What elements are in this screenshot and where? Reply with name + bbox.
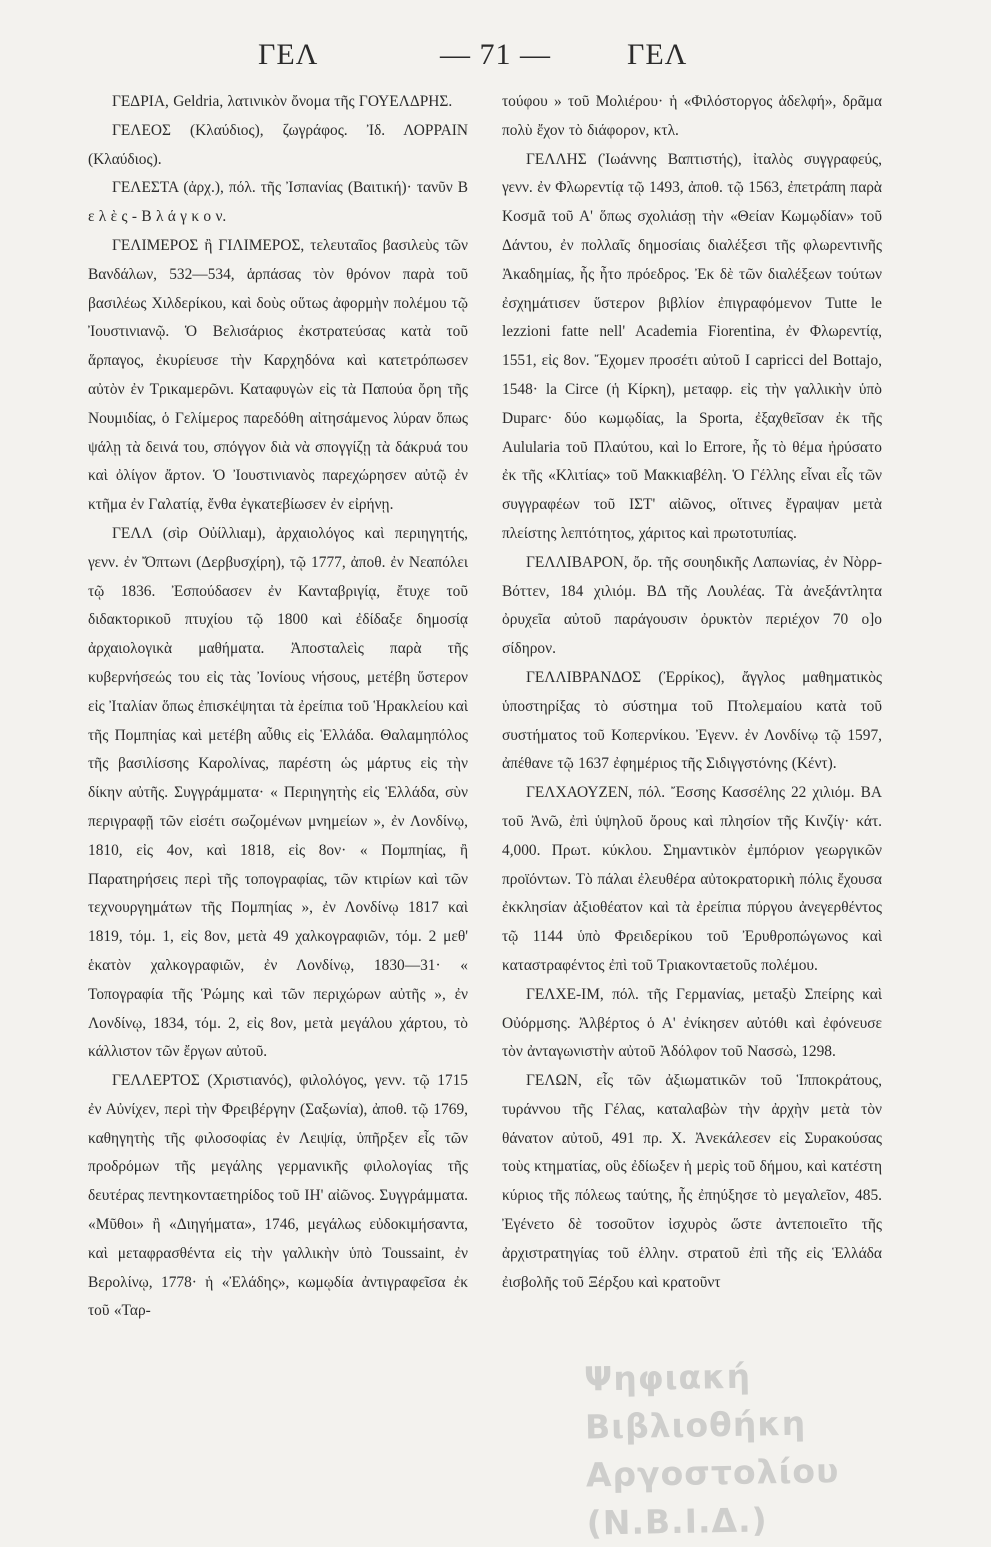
entry-gedria: ΓΕΔΡΙΑ, Geldria, λατινικὸν ὄνομα τῆς ΓΟΥΕΛΔΡΗΣ. [112,93,453,110]
entry-continuation: τούφου » τοῦ Μολιέρου· ἡ «Φιλόστοργος ἀδελφή», δρᾶμα πολὺ ἔχον τὸ διάφορον, κτλ. [502,93,882,139]
entry-gelche-im: ΓΕΛΧΕ-ΙΜ, πόλ. τῆς Γερμανίας, μεταξὺ Σπείρης καὶ Οὐόρμσης. Ἀλβέρτος ὁ Α' ἐνίκησεν αὐτόθι καὶ ἐφόνευσε τὸν ἀνταγωνιστὴν αὐτοῦ Ἀδόλφον τοῦ Νασσὼ, 1298. [502,985,882,1061]
entry-gellivrandos: ΓΕΛΛΙΒΡΑΝΔΟΣ (Ἐρρίκος), ἄγγλος μαθηματικὸς ὑποστηρίξας τὸ σύστημα τοῦ Πτολεμαίου κατὰ τοῦ συστήματος τοῦ Κοπερνίκου. Ἐγενν. ἐν Λονδίνῳ τῷ 1597, ἀπέθανε τῷ 1637 ἐφημέριος τῆς Σιδιγγστόνης (Κέντ). [502,668,882,773]
entry-gellivaron: ΓΕΛΛΙΒΑΡΟΝ, ὄρ. τῆς σουηδικῆς Λαπωνίας, ἐν Νὸρρ-Βόττεν, 184 χιλιόμ. ΒΔ τῆς Λουλέας. Τὰ ἀνεξάντλητα ὀρυχεῖα αὐτοῦ παράγουσιν ὀρυκτὸν περιέχον 70 ο]ο σίδηρον. [502,553,882,658]
library-watermark [583,1349,986,1543]
entry-gellertos: ΓΕΛΛΕΡΤΟΣ (Χριστιανός), φιλολόγος, γενν. τῷ 1715 ἐν Αὐνίχεν, περὶ τὴν Φρειβέργην (Σαξωνία), ἀποθ. τῷ 1769, καθηγητὴς τῆς φιλοσοφίας ἐν Λειψίᾳ, ὑπῆρξεν εἷς τῶν προδρόμων τῆς μεγάλης γερμανικῆς φιλολογίας τῆς δευτέρας πεντηκονταετηρίδος τοῦ ΙΗ' αἰῶνος. Συγγράμματα. «Μῦθοι» ἢ «Διηγήματα», 1746, μεγάλως εὐδοκιμήσαντα, καὶ μεταφρασθέντα εἰς τὴν γαλλικὴν ὑπὸ Toussaint, ἐν Βερολίνῳ, 1778· ἡ «Ἐλάδης», κωμῳδία ἀντιγραφεῖσα ἐκ τοῦ «Ταρ- [88,1072,468,1320]
watermark-line-2: Αργοστολίου (Ν.Β.Ι.Δ.) [585,1451,840,1543]
header-keyword-right: ΓΕΛ [627,38,688,71]
header-keyword-left: ΓΕΛ [258,38,319,71]
right-column [502,88,882,1297]
entry-gelchaouzen: ΓΕΛΧΑΟΥΖΕΝ, πόλ. Ἔσσης Κασσέλης 22 χιλιόμ. ΒΑ τοῦ Ἀνῶ, ἐπὶ ὑψηλοῦ ὄρους καὶ πλησίον τῆς Κινζίγ· κάτ. 4,000. Πρωτ. κύκλου. Σημαντικὸν ἐμπόριον γεωργικῶν προϊόντων. Τὸ πάλαι ἐλευθέρα αὐτοκρατορικὴ πόλις ἔχουσα ἐκκλησίαν ἀξιοθέατον καὶ τὰ ἐρείπια πύργου ἀνεγερθέντος τῷ 1144 ὑπὸ Φρειδερίκου τοῦ Ἐρυθροπώγωνος καὶ καταστραφέντος ἐπὶ τοῦ Τριακονταετοῦς πολέμου. [502,784,882,974]
entry-gellis: ΓΕΛΛΗΣ (Ἰωάννης Βαπτιστής), ἰταλὸς συγγραφεύς, γενν. ἐν Φλωρεντίᾳ τῷ 1493, ἀποθ. τῷ 1563, ἐπετράπη παρὰ Κοσμᾶ τοῦ Α' ὅπως σχολιάσῃ τὴν «Θείαν Κωμῳδίαν» τοῦ Δάντου, ἐν πολλαῖς δημοσίαις διαλέξεσι τῆς φλωρεντινῆς Ἀκαδημίας, ἧς ἦτο πρόεδρος. Ἐκ δὲ τῶν διαλέξεων τούτων ἐσχημάτισεν ὕστερον βιβλίον ἐπιγραφόμενον Tutte le lezzioni fatte nell' Academia Fiorentina, ἐν Φλωρεντίᾳ, 1551, εἰς 8ον. Ἔχομεν προσέτι αὐτοῦ I capricci del Bottajo, 1548· la Circe (ἡ Κίρκη), μεταφρ. εἰς τὴν γαλλικὴν ὑπὸ Duparc· δύο κωμῳδίας, la Sporta, ἐξαχθεῖσαν ἐκ τῆς Aulularia τοῦ Πλαύτου, καὶ lo Errore, ἧς τὸ θέμα ἠρύσατο ἐκ τῆς «Κλιτίας» τοῦ Μακκιαβέλη. Ὁ Γέλλης εἶναι εἷς τῶν συγγραφέων τοῦ ΙΣΤ' αἰῶνος, οἵτινες ἔγραψαν μετὰ πλείστης λεπτότητος, χάριτος καὶ πρωτοτυπίας. [502,150,882,542]
page-header [0,38,991,78]
entry-gelesta: ΓΕΛΕΣΤΑ (ἀρχ.), πόλ. τῆς Ἰσπανίας (Βαιτική)· τανῦν Β ε λ ὲ ς - Β λ ά γ κ ο ν. [88,179,468,226]
entry-gelimeros: ΓΕΛΙΜΕΡΟΣ ἢ ΓΙΛΙΜΕΡΟΣ, τελευταῖος βασιλεὺς τῶν Βανδάλων, 532—534, ἁρπάσας τὸν θρόνον παρὰ τοῦ βασιλέως Χιλδερίκου, καὶ δοὺς οὕτως ἀφορμὴν πολέμου τῷ Ἰουστινιανῷ. Ὁ Βελισάριος ἐκστρατεύσας κατὰ τοῦ ἅρπαγος, ἐκυρίευσε τὴν Καρχηδόνα καὶ κατετρόπωσεν αὐτὸν ἐν Τρικαμερῶνι. Καταφυγὼν εἰς τὰ Παπούα ὄρη τῆς Νουμιδίας, ὁ Γελίμερος παρεδόθη αἰτησάμενος λύραν ὅπως ψάλῃ τὰ δεινά του, σπόγγον διὰ νὰ σπογγίζῃ τὰ δάκρυά του καὶ ὀλίγον ἄρτον. Ὁ Ἰουστινιανὸς παρεχώρησεν αὐτῷ ἐν κτῆμα ἐν Γαλατίᾳ, ἔνθα ἐγκατεβίωσεν ἐν εἰρήνῃ. [88,236,468,514]
watermark-line-1: Ψηφιακή Βιβλιοθήκη [583,1356,807,1447]
entry-gell: ΓΕΛΛ (σὶρ Οὐίλλιαμ), ἀρχαιολόγος καὶ περιηγητής, γενν. ἐν Ὄπτωνι (Δερβυσχίρη), τῷ 1777, ἀποθ. ἐν Νεαπόλει τῷ 1836. Ἐσπούδασεν ἐν Κανταβριγίᾳ, ἔτυχε τοῦ διδακτορικοῦ πτυχίου τῷ 1800 καὶ ἐδίδαξε δημοσίᾳ ἀρχαιολογικὰ μαθήματα. Ἀποσταλεὶς παρὰ τῆς κυβερνήσεώς του εἰς τὰς Ἰονίους νήσους, μετέβη ὕστερον εἰς Ἰταλίαν ὅπως ἐπισκέψηται τὰ ἐρείπια τοῦ Ἡρακλείου καὶ τῆς Πομπηίας καὶ μετέβη αὖθις εἰς Ἑλλάδα. Θαλαμηπόλος τῆς βασιλίσσης Καρολίνας, παρέστη ὡς μάρτυς εἰς τὴν δίκην αὐτῆς. Συγγράμματα· « Περιηγητὴς εἰς Ἑλλάδα, σὺν περιγραφῇ τῶν εἰσέτι σωζομένων μνημείων », ἐν Λονδίνῳ, 1810, εἰς 4ον, καὶ 1818, εἰς 8ον· « Πομπηίας, ἢ Παρατηρήσεις περὶ τῆς τοπογραφίας, τῶν κτιρίων καὶ τῶν τεχνουργημάτων τῆς Πομπηίας », ἐν Λονδίνῳ 1817 καὶ 1819, τόμ. 1, εἰς 8ον, μετὰ 49 χαλκογραφιῶν, τόμ. 2 μεθ' ἑκατὸν χαλκογραφιῶν, ἐν Λονδίνῳ, 1830—31· « Τοπογραφία τῆς Ῥώμης καὶ τῶν περιχώρων αὐτῆς », ἐν Λονδίνῳ, 1834, τόμ. 2, εἰς 8ον, μετὰ μεγάλου χάρτου, τὸ κάλλιστον τῶν ἔργων αὐτοῦ. [88,524,468,1061]
page-number: — 71 — [440,38,551,71]
entry-gelon: ΓΕΛΩΝ, εἷς τῶν ἀξιωματικῶν τοῦ Ἱπποκράτους, τυράννου τῆς Γέλας, καταλαβὼν τὴν ἀρχὴν μετὰ τὸν θάνατον αὐτοῦ, 491 πρ. Χ. Ἀνεκάλεσεν εἰς Συρακούσας τοὺς κτηματίας, οὓς ἐδίωξεν ἡ μερὶς τοῦ δήμου, καὶ κατέστη κύριος τῆς πόλεως ταύτης, ἧς ἐπηύξησε τὸ μεγαλεῖον, 485. Ἐγένετο δὲ τοσοῦτον ἰσχυρὸς ὥστε ἀντεποιεῖτο τῆς ἀρχιστρατηγίας τοῦ ἑλλην. στρατοῦ ἐπὶ τῆς εἰς Ἑλλάδα ἐισβολῆς τοῦ Ξέρξου καὶ κρατοῦντ [502,1072,882,1291]
left-column [88,88,468,1326]
entry-geleos: ΓΕΛΕΟΣ (Κλαύδιος), ζωγράφος. Ἰδ. ΛΟΡΡΑΙΝ (Κλαύδιος). [88,121,468,168]
